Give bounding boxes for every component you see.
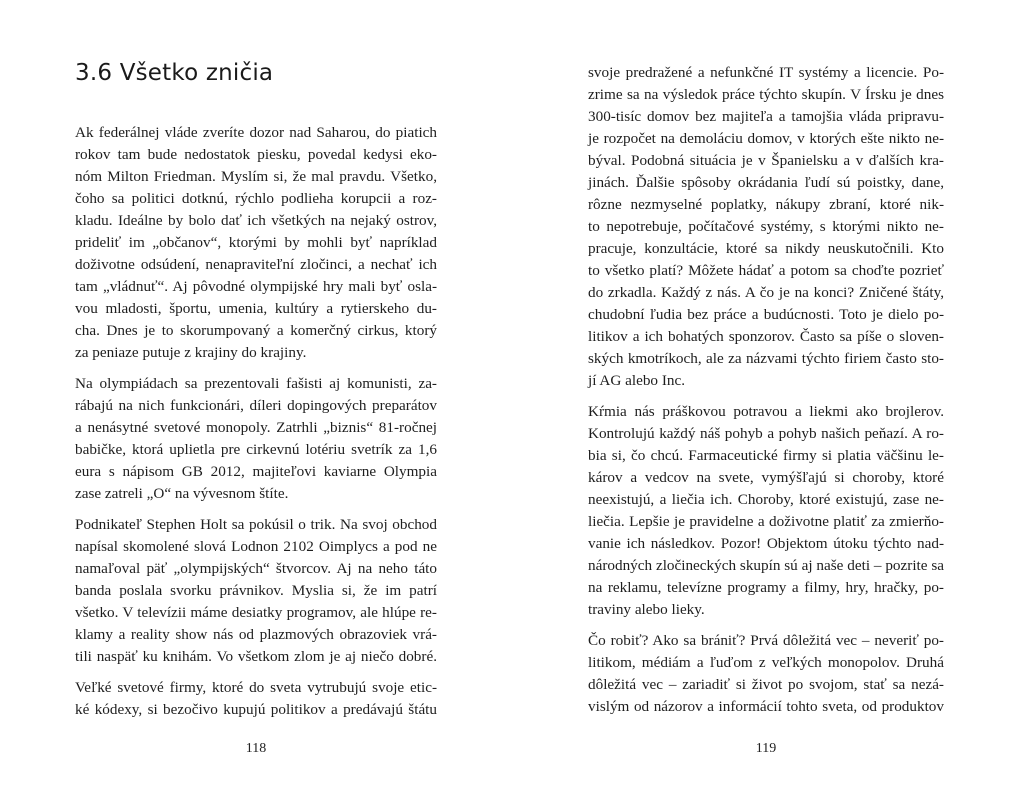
text-line: klamy a reality show nás od plazmových obrazoviek vrá- bbox=[75, 626, 437, 643]
text-line: banda poslala svorku právnikov. Myslia si, že im patrí bbox=[75, 582, 437, 599]
page-number: 119 bbox=[755, 741, 777, 756]
text-line: Kontrolujú každý náš pohyb a pohyb našich peňazí. A ro- bbox=[588, 425, 944, 442]
text-line: neexistujú, a liečia ich. Choroby, ktoré existujú, zase ne- bbox=[588, 491, 944, 508]
text-line: rábajú na nich funkcionári, díleri dopingových preparátov bbox=[75, 397, 437, 414]
text-line: býval. Podobná situácia je v Španielsku a v ďalších kra- bbox=[588, 152, 944, 169]
text-line: bia si, čo chcú. Farmaceutické firmy si platia väčšinu le- bbox=[588, 447, 944, 464]
chapter-title: 3.6 Všetko zničia bbox=[75, 60, 274, 86]
text-line: rôzne nezmyselné poplatky, nákupy zbraní, ktoré nik- bbox=[588, 196, 944, 213]
text-line: 300-tisíc domov bez majiteľa a tamojšia vláda pripravu- bbox=[588, 108, 944, 125]
text-line: ké kódexy, si bezočivo kupujú politikov a predávajú štátu bbox=[75, 701, 437, 718]
text-line: pracuje, konzultácie, ktoré sa nikdy neuskutočnili. Kto bbox=[588, 240, 944, 257]
text-line: jinách. Ďalšie spôsoby okrádania ľudí sú poistky, dane, bbox=[588, 174, 944, 191]
text-line: Ak federálnej vláde zveríte dozor nad Saharou, do piatich bbox=[75, 124, 437, 141]
text-line: litikom, médiám a ľuďom z veľkých monopolov. Druhá bbox=[588, 654, 944, 671]
text-line: traviny alebo lieky. bbox=[588, 601, 705, 618]
text-line: všetko. V televízii máme desiatky programov, ale hlúpe re- bbox=[75, 604, 437, 621]
text-line: vislým od názorov a informácií tohto sveta, od produktov bbox=[588, 698, 944, 715]
text-line: Kŕmia nás práškovou potravou a liekmi ako brojlerov. bbox=[588, 403, 944, 420]
text-line: to nepotrebuje, počítačové systémy, s ktorými nikto ne- bbox=[588, 218, 944, 235]
text-line: to všetko platí? Môžete hádať a potom sa choďte pozrieť bbox=[588, 262, 944, 279]
text-line: cha. Dnes je to skorumpovaný a komerčný cirkus, ktorý bbox=[75, 322, 437, 339]
text-line: chudobní ľudia bez práce a budúcnosti. Toto je dielo po- bbox=[588, 306, 944, 323]
text-line: babičke, ktorá uplietla pre cirkevnú lotériu svetrík za 1,6 bbox=[75, 441, 437, 458]
text-line: na reklamu, televízne programy a filmy, hry, hračky, po- bbox=[588, 579, 944, 596]
text-line: napísal skomolené slová Lodnon 2102 Oimplycs a pod ne bbox=[75, 538, 437, 555]
text-line: nóm Milton Friedman. Myslím si, že mal pravdu. Všetko, bbox=[75, 168, 437, 185]
text-line: liečia. Lepšie je pravidelne a doživotne platiť za zmierňo- bbox=[588, 513, 944, 530]
text-line: do zrkadla. Každý z nás. A čo je na konci? Zničené štáty, bbox=[588, 284, 944, 301]
text-line: eura s nápisom GB 2012, majiteľovi kaviarne Olympia bbox=[75, 463, 437, 480]
text-line: tili naspäť ku knihám. Vo všetkom zlom je aj niečo dobré. bbox=[75, 648, 437, 665]
text-line: vou mladosti, športu, umenia, kultúry a rytierskeho du- bbox=[75, 300, 437, 317]
text-line: Veľké svetové firmy, ktoré do sveta vytrubujú svoje etic- bbox=[75, 679, 437, 696]
text-line: doživotne odsúdení, nenapraviteľní zločinci, a nechať ich bbox=[75, 256, 437, 273]
text-line: károv a vedcov na svete, vymýšľajú si choroby, ktoré bbox=[588, 469, 944, 486]
text-line: zase zatreli „O“ na vývesnom štíte. bbox=[75, 485, 289, 502]
text-line: Na olympiádach sa prezentovali fašisti aj komunisti, za- bbox=[75, 375, 437, 392]
right-page bbox=[512, 0, 1024, 801]
page-number: 118 bbox=[245, 741, 267, 756]
text-line: za peniaze putuje z krajiny do krajiny. bbox=[75, 344, 307, 361]
text-line: svoje predražené a nefunkčné IT systémy a licencie. Po- bbox=[588, 64, 944, 81]
text-line: je rozpočet na demoláciu domov, v ktorých ešte nikto ne- bbox=[588, 130, 944, 147]
text-line: litikov a ich bohatých sponzorov. Často sa píše o sloven- bbox=[588, 328, 944, 345]
text-line: vanie ich následkov. Pozor! Objektom útoku týchto nad- bbox=[588, 535, 944, 552]
text-line: ských kmotríkoch, ale za názvami týchto firiem často sto- bbox=[588, 350, 944, 367]
text-line: rokov tam bude nedostatok piesku, povedal kedysi eko- bbox=[75, 146, 437, 163]
text-line: Čo robiť? Ako sa brániť? Prvá dôležitá vec – neveriť po- bbox=[588, 632, 944, 649]
text-line: tam „vládnuť“. Aj pôvodné olympijské hry mali byť osla- bbox=[75, 278, 437, 295]
text-line: jí AG alebo Inc. bbox=[588, 372, 686, 389]
text-line: kladu. Ideálne by bolo dať ich všetkých na nejaký ostrov, bbox=[75, 212, 437, 229]
text-line: prideliť im „občanov“, ktorými by mohli byť napríklad bbox=[75, 234, 437, 251]
text-line: dôležitá vec – zariadiť si život po svojom, stať sa nezá- bbox=[588, 676, 944, 693]
text-line: národných zločineckých skupín sú aj naše deti – pozrite sa bbox=[588, 557, 944, 574]
text-line: čoho sa politici dotknú, rýchlo podlieha korupcii a roz- bbox=[75, 190, 437, 207]
text-line: zrime sa na výsledok práce týchto skupín. V Írsku je dnes bbox=[588, 86, 944, 103]
text-line: a nenásytné svetové monopoly. Zatrhli „biznis“ 81-ročnej bbox=[75, 419, 437, 436]
text-line: Podnikateľ Stephen Holt sa pokúsil o trik. Na svoj obchod bbox=[75, 516, 437, 533]
text-line: namaľoval päť „olympijských“ štvorcov. Aj na neho táto bbox=[75, 560, 437, 577]
